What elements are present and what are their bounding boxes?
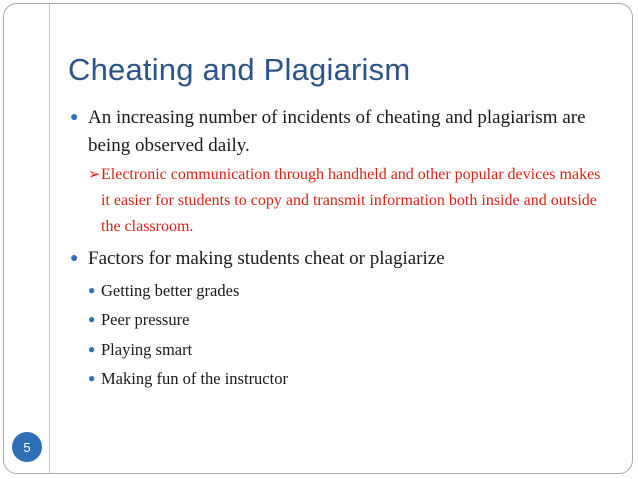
sub-bullet-item bbox=[88, 162, 610, 240]
bullet-item bbox=[70, 104, 610, 160]
round-bullet-icon: ● bbox=[88, 283, 96, 297]
bullet-text: An increasing number of incidents of cheating and plagiarism are being observed daily. bbox=[88, 107, 586, 156]
slide-title: Cheating and Plagiarism bbox=[68, 52, 411, 87]
arrow-bullet-icon: ➢ bbox=[88, 167, 101, 183]
round-bullet-icon: ● bbox=[88, 370, 96, 385]
bullet-text: Factors for making students cheat or plagiarize bbox=[88, 248, 445, 269]
round-bullet-icon: ● bbox=[88, 341, 96, 356]
round-bullet-icon: ● bbox=[88, 312, 96, 327]
page-number-badge: 5 bbox=[12, 432, 42, 462]
round-bullet-icon: ● bbox=[70, 110, 79, 125]
sub-bullet-text: Making fun of the instructor bbox=[101, 368, 288, 388]
slide-content bbox=[70, 104, 610, 393]
round-bullet-icon: ● bbox=[70, 251, 79, 266]
sub-bullet-text: Peer pressure bbox=[101, 310, 190, 330]
slide-divider-line bbox=[49, 4, 50, 474]
sub-bullet-item bbox=[88, 364, 610, 393]
sub-bullet-item bbox=[88, 276, 610, 305]
sub-bullet-text: Playing smart bbox=[101, 339, 193, 359]
sub-bullet-text: Getting better grades bbox=[101, 281, 240, 300]
sub-bullet-item bbox=[88, 335, 610, 364]
sub-bullet-text: Electronic communication through handheld and other popular devices makes it easier for students to copy and transmit information both inside and outside the classroom. bbox=[101, 166, 601, 235]
sub-bullet-item bbox=[88, 305, 610, 334]
bullet-item bbox=[70, 245, 610, 273]
